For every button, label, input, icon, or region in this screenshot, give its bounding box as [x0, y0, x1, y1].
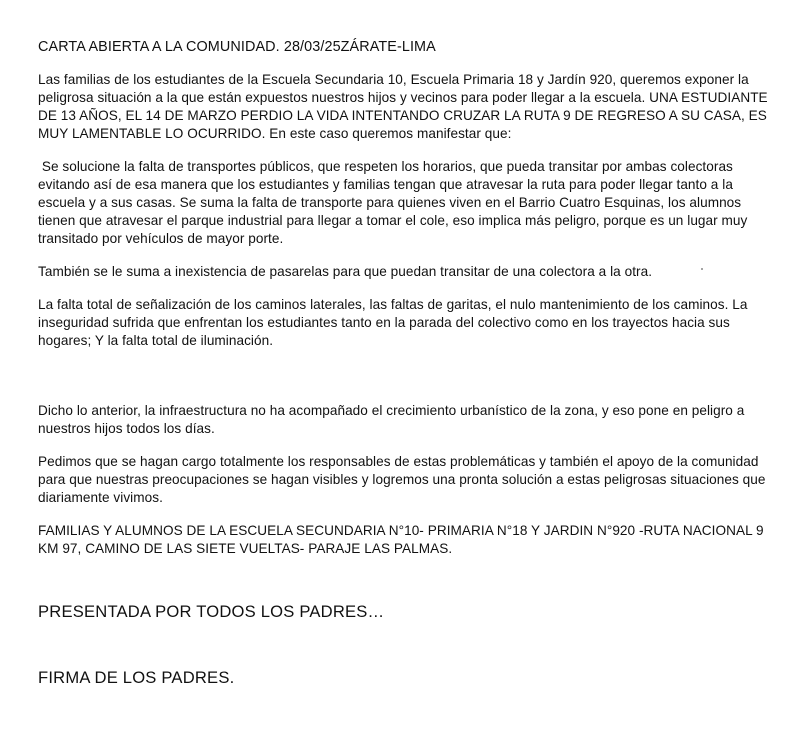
paragraph-request: Pedimos que se hagan cargo totalmente los responsables de estas problemáticas y también el apoyo de la comunidad para que nuestras preocupaciones se hagan visibles y logremos una pronta solución a estas peligrosas situaciones que diariamente vivimos.	[38, 454, 766, 505]
paragraph-transport: Se solucione la falta de transportes públicos, que respeten los horarios, que pueda transitar por ambas colectoras evitando así de esa manera que los estudiantes y familias tengan que atravesar la ruta para poder llegar tanto a la escuela y a sus casas. Se suma la falta de transporte para quienes viven en el Barrio Cuatro Esquinas, los alumnos tienen que atravesar el parque industrial para llegar a tomar el cole, eso implica más peligro, porque es un lugar muy transitado por vehículos de mayor porte.	[38, 159, 752, 246]
paragraph-signatories: FAMILIAS Y ALUMNOS DE LA ESCUELA SECUNDARIA N°10- PRIMARIA N°18 Y JARDIN N°920 -RUTA NACIONAL 9 KM 97, CAMINO DE LAS SIETE VUELTAS- PARAJE LAS PALMAS.	[38, 523, 764, 556]
paragraph-signage: La falta total de señalización de los caminos laterales, las faltas de garitas, el nulo mantenimiento de los caminos. La inseguridad sufrida que enfrentan los estudiantes tanto en la parada del colectivo como en los trayectos hacia sus hogares; Y la falta total de iluminación.	[38, 297, 748, 348]
letter-title: CARTA ABIERTA A LA COMUNIDAD. 28/03/25ZÁRATE-LIMA	[38, 39, 436, 55]
stray-mark	[701, 268, 703, 270]
paragraph-footbridges: También se le suma a inexistencia de pasarelas para que puedan transitar de una colectora a la otra.	[38, 264, 653, 279]
presented-by: PRESENTADA POR TODOS LOS PADRES…	[38, 602, 385, 621]
letter-page	[38, 38, 778, 688]
paragraph-intro: Las familias de los estudiantes de la Escuela Secundaria 10, Escuela Primaria 18 y Jardín 920, queremos exponer la peligrosa situación a la que están expuestos nuestros hijos y vecinos para poder llegar a la escuela. UNA ESTUDIANTE DE 13 AÑOS, EL 14 DE MARZO PERDIO LA VIDA INTENTANDO CRUZAR LA RUTA 9 DE REGRESO A SU CASA, ES MUY LAMENTABLE LO OCURRIDO. En este caso queremos manifestar que:	[38, 72, 768, 141]
paragraph-infrastructure: Dicho lo anterior, la infraestructura no ha acompañado el crecimiento urbanístico de la zona, y eso pone en peligro a nuestros hijos todos los días.	[38, 403, 745, 436]
signature-line: FIRMA DE LOS PADRES.	[38, 668, 235, 687]
